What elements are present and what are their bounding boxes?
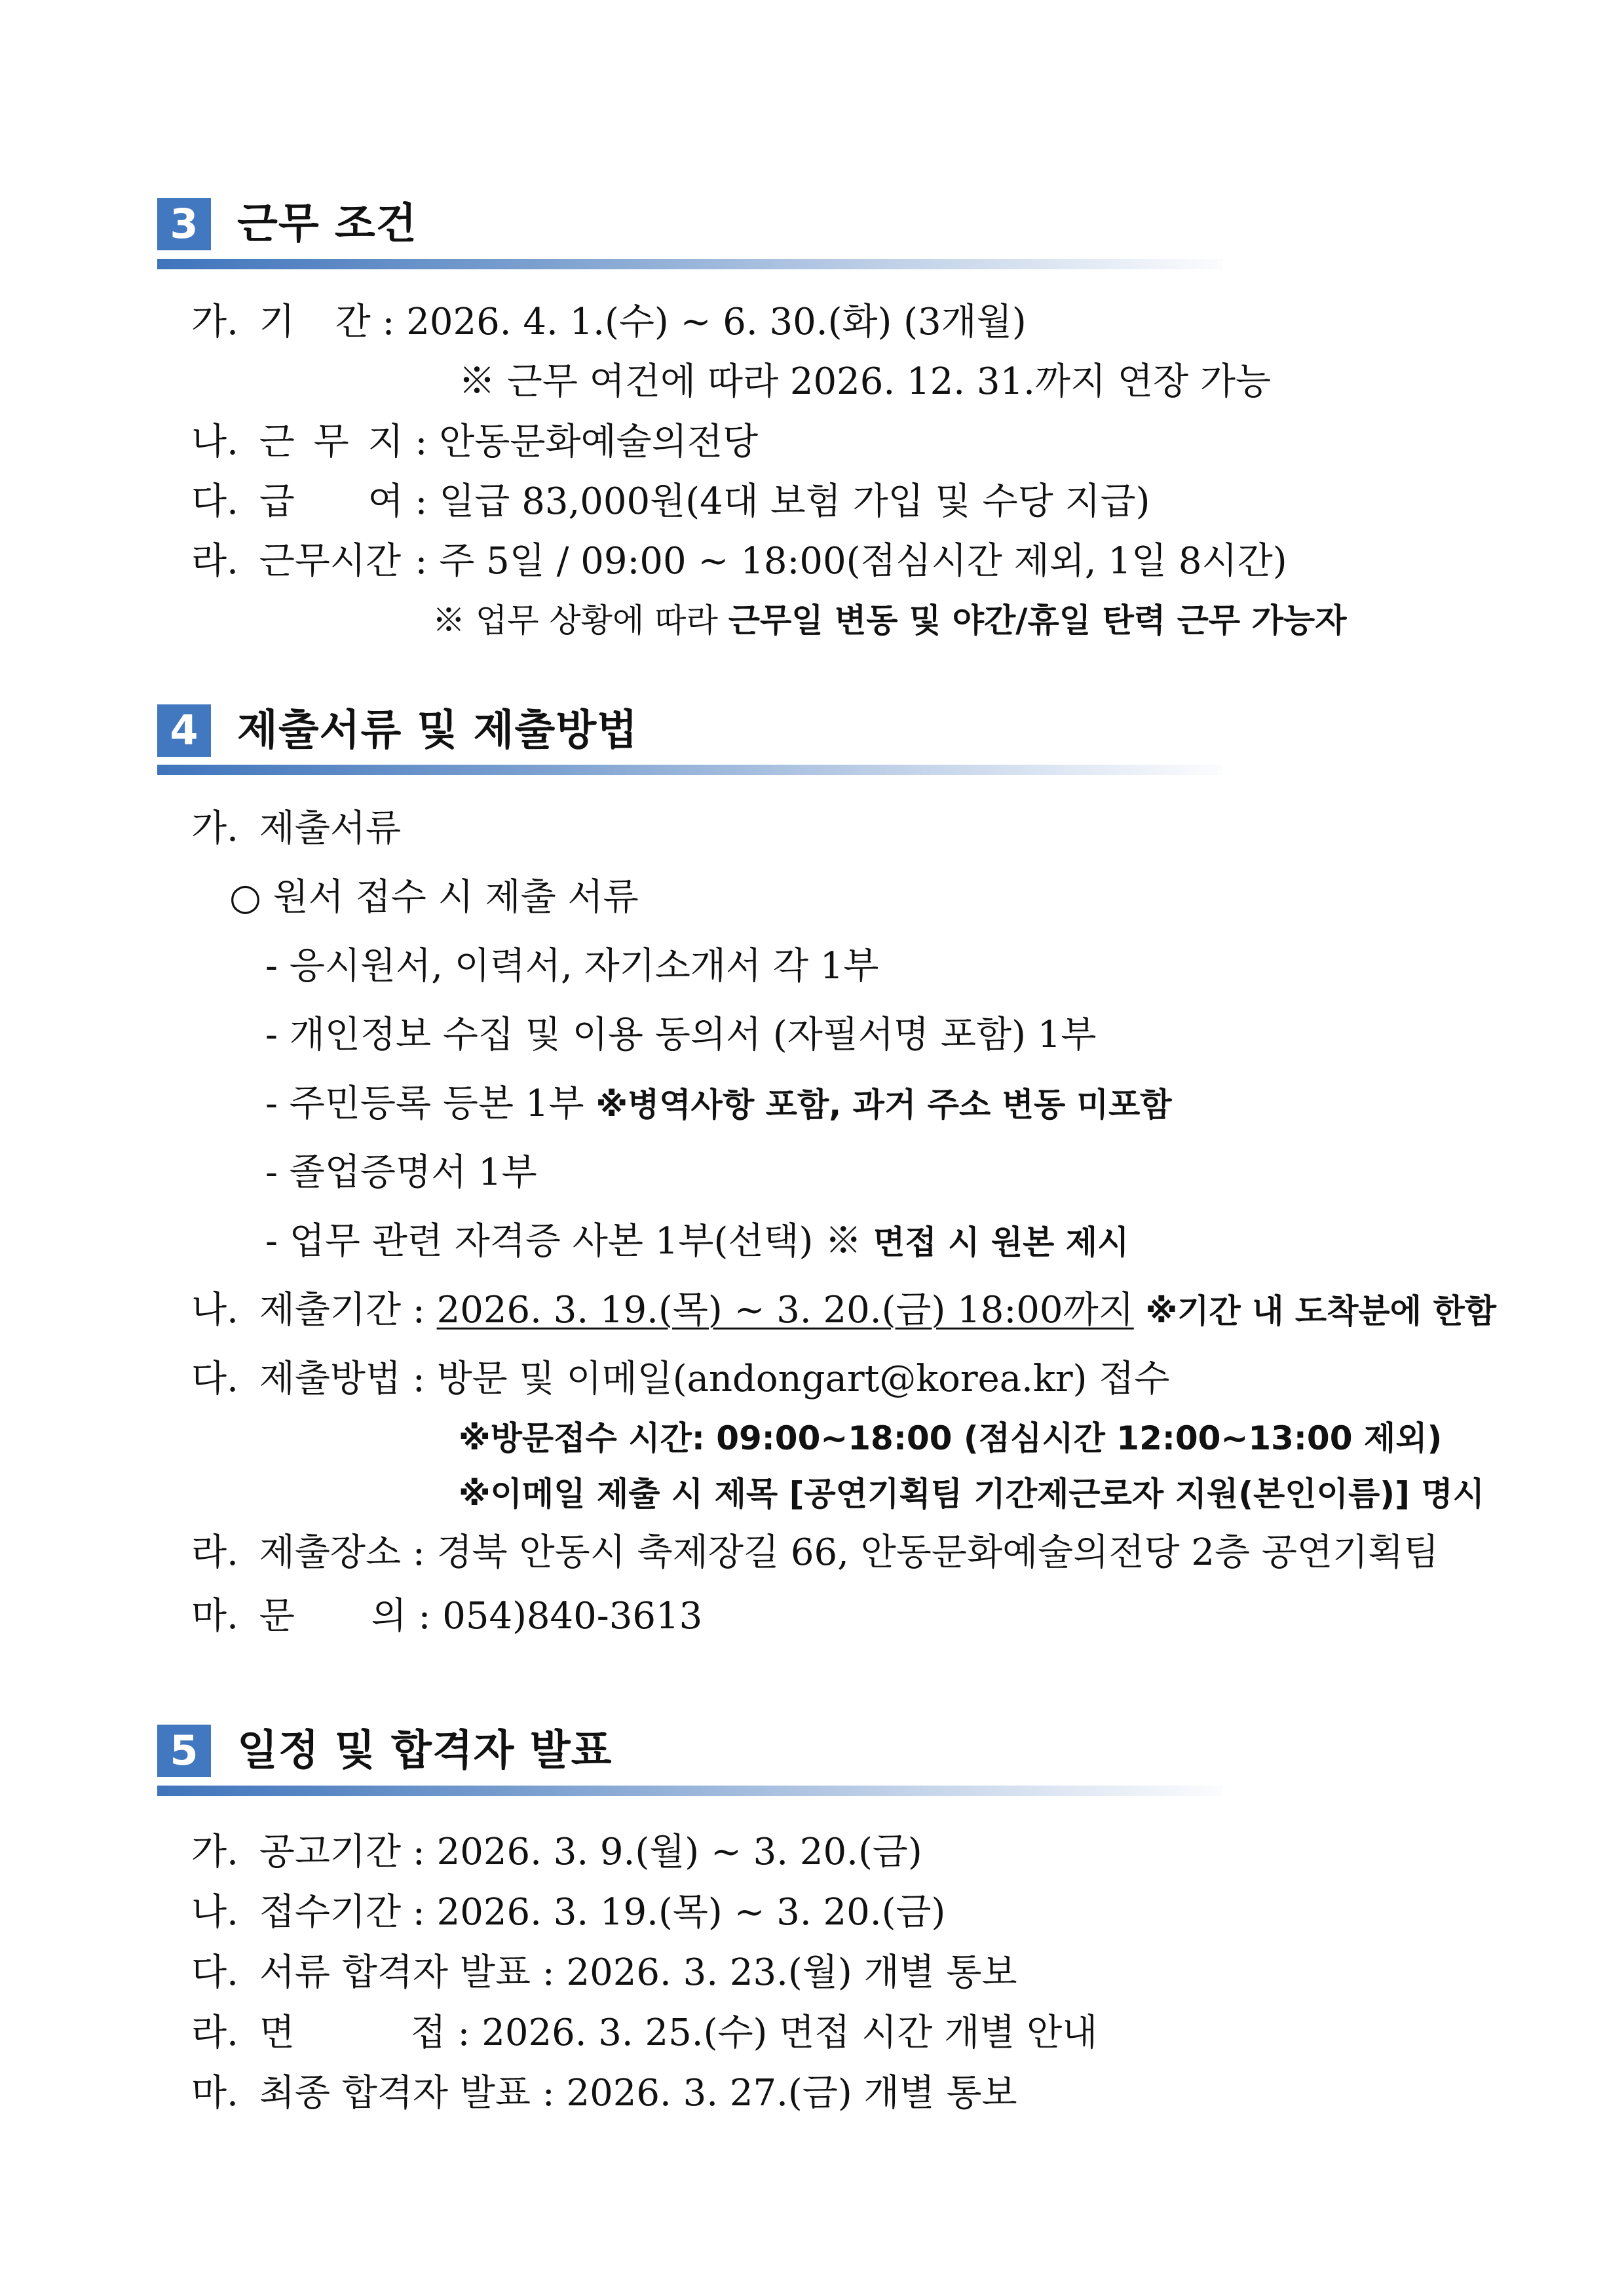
document-item: - 개인정보 수집 및 이용 동의서 (자필서명 포함) 1부 bbox=[265, 1014, 1097, 1056]
item-label: 문 의 bbox=[259, 1595, 407, 1637]
item-label: 기 간 bbox=[259, 301, 371, 343]
document-item: - 응시원서, 이력서, 자기소개서 각 1부 bbox=[265, 945, 879, 987]
section-divider-bar bbox=[157, 259, 1222, 269]
item-label: 서류 합격자 발표 bbox=[259, 1951, 531, 1994]
item-note: ※방문접수 시간: 09:00~18:00 (점심시간 12:00~13:00 제외) bbox=[459, 1419, 1443, 1457]
item-note: ※ 업무 상황에 따라 근무일 변동 및 야간/휴일 탄력 근무 가능자 bbox=[432, 602, 1347, 640]
item-documents: 가. 제출서류 bbox=[191, 807, 402, 850]
item-value: 일급 83,000원(4대 보험 가입 및 수당 지급) bbox=[439, 480, 1150, 523]
bullet-heading: ○ 원서 접수 시 제출 서류 bbox=[229, 876, 639, 919]
item-note: ※이메일 제출 시 제목 [공연기획팀 기간제근로자 지원(본인이름)] 명시 bbox=[459, 1475, 1484, 1513]
item-label: 접수기간 bbox=[259, 1891, 402, 1934]
item-label: 공고기간 bbox=[259, 1831, 402, 1873]
item-pay: 다. 급 여 : 일급 83,000원(4대 보험 가입 및 수당 지급) bbox=[191, 479, 1150, 525]
section-title: 제출서류 및 제출방법 bbox=[237, 706, 638, 755]
item-note: ※ 근무 여건에 따라 2026. 12. 31.까지 연장 가능 bbox=[459, 360, 1272, 403]
item-hours: 라. 근무시간 : 주 5일 / 09:00 ~ 18:00(점심시간 제외, 1일 8시간) bbox=[191, 539, 1287, 584]
item-value: 안동문화예술의전당 bbox=[439, 421, 759, 463]
item-period: 가. 기 간 : 2026. 4. 1.(수) ~ 6. 30.(화) (3개월) bbox=[191, 299, 1027, 345]
schedule-item: 나. 접수기간 : 2026. 3. 19.(목) ~ 3. 20.(금) bbox=[191, 1891, 946, 1934]
item-label: 최종 합격자 발표 bbox=[259, 2072, 531, 2114]
item-value: 2026. 4. 1.(수) ~ 6. 30.(화) (3개월) bbox=[406, 301, 1027, 343]
schedule-item: 다. 서류 합격자 발표 : 2026. 3. 23.(월) 개별 통보 bbox=[191, 1951, 1017, 1994]
section-title: 근무 조건 bbox=[237, 200, 417, 248]
item-label: 근무시간 bbox=[259, 540, 402, 583]
schedule-item: 라. 면 접 : 2026. 3. 25.(수) 면접 시간 개별 안내 bbox=[191, 2010, 1097, 2056]
item-value: 경북 안동시 축제장길 66, 안동문화예술의전당 2층 공연기획팀 bbox=[436, 1531, 1439, 1574]
item-label: 제출기간 bbox=[259, 1289, 402, 1331]
schedule-item: 가. 공고기간 : 2026. 3. 9.(월) ~ 3. 20.(금) bbox=[191, 1831, 922, 1873]
item-submission-method: 다. 제출방법 : 방문 및 이메일(andongart@korea.kr) 접수 bbox=[191, 1358, 1170, 1400]
item-value: 방문 및 이메일(andongart@korea.kr) 접수 bbox=[436, 1358, 1170, 1400]
section-number-badge: 3 bbox=[157, 198, 211, 250]
item-submission-period: 나. 제출기간 : 2026. 3. 19.(목) ~ 3. 20.(금) 18:00까지 ※기간 내 도착분에 한함 bbox=[191, 1289, 1497, 1331]
item-submission-place: 라. 제출장소 : 경북 안동시 축제장길 66, 안동문화예술의전당 2층 공연기획팀 bbox=[191, 1531, 1439, 1574]
item-label: 급 여 bbox=[259, 480, 404, 523]
section-divider-bar bbox=[157, 1786, 1222, 1796]
section-number-badge: 5 bbox=[157, 1725, 211, 1777]
item-label: 제출서류 bbox=[259, 807, 402, 850]
item-value: 2026. 3. 25.(수) 면접 시간 개별 안내 bbox=[482, 2012, 1098, 2054]
item-label: 제출방법 bbox=[259, 1358, 402, 1400]
item-value: 2026. 3. 9.(월) ~ 3. 20.(금) bbox=[436, 1831, 922, 1873]
item-label: 근 무 지 bbox=[259, 421, 404, 463]
document-item: - 주민등록 등본 1부 ※병역사항 포함, 과거 주소 변동 미포함 bbox=[265, 1082, 1172, 1125]
section-number-badge: 4 bbox=[157, 704, 211, 757]
item-label: 제출장소 bbox=[259, 1531, 402, 1574]
item-value: 2026. 3. 23.(월) 개별 통보 bbox=[566, 1951, 1017, 1994]
section-title: 일정 및 합격자 발표 bbox=[237, 1727, 613, 1775]
item-inquiry: 마. 문 의 : 054)840-3613 bbox=[191, 1594, 702, 1639]
item-value: 2026. 3. 27.(금) 개별 통보 bbox=[566, 2072, 1017, 2114]
item-value: 2026. 3. 19.(목) ~ 3. 20.(금) 18:00까지 bbox=[436, 1289, 1134, 1331]
item-value: 054)840-3613 bbox=[442, 1595, 703, 1637]
schedule-item: 마. 최종 합격자 발표 : 2026. 3. 27.(금) 개별 통보 bbox=[191, 2072, 1017, 2114]
document-item: - 업무 관련 자격증 사본 1부(선택) ※ 면접 시 원본 제시 bbox=[265, 1220, 1129, 1263]
document-item: - 졸업증명서 1부 bbox=[265, 1151, 537, 1194]
item-note: ※기간 내 도착분에 한함 bbox=[1145, 1292, 1497, 1330]
item-value: 주 5일 / 09:00 ~ 18:00(점심시간 제외, 1일 8시간) bbox=[439, 540, 1287, 583]
item-value: 2026. 3. 19.(목) ~ 3. 20.(금) bbox=[436, 1891, 946, 1934]
item-workplace: 나. 근 무 지 : 안동문화예술의전당 bbox=[191, 419, 758, 465]
section-divider-bar bbox=[157, 765, 1222, 775]
item-label: 면 접 bbox=[259, 2012, 446, 2054]
